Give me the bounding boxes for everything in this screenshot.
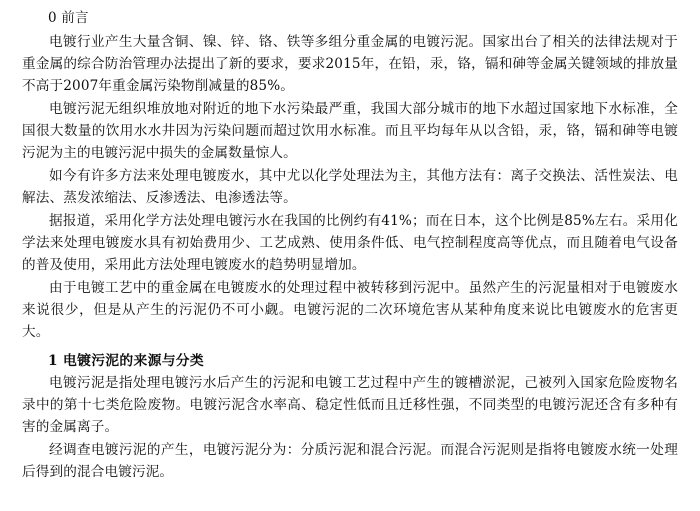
subsection-title: 电镀污泥的来源与分类	[63, 353, 204, 370]
paragraph: 经调查电镀污泥的产生，电镀污泥分为：分质污泥和混合污泥。而混合污泥则是指将电镀废水统一处理后得到的混合电镀污泥。	[22, 442, 678, 481]
paragraph: 由于电镀工艺中的重金属在电镀废水的处理过程中被转移到污泥中。虽然产生的污泥量相对于电镀废水来说很少，但是从产生的污泥仍不可小觑。电镀污泥的二次环境危害从某种角度来说比电镀废水的危害更大。	[22, 280, 678, 341]
paragraph: 据报道，采用化学方法处理电镀污水在我国的比例约有41%；而在日本，这个比例是85%左右。采用化学法来处理电镀废水具有初始费用少、工艺成熟、使用条件低、电气控制程度高等优点，而且随着电气设备的普及使用，采用此方法处理电镀废水的趋势明显增加。	[22, 213, 678, 274]
subsection-number: 1	[48, 353, 58, 370]
section-title: 前言	[61, 10, 89, 26]
section-number: 0	[48, 10, 57, 26]
section-heading	[22, 8, 678, 29]
paragraph: 电镀污泥是指处理电镀污水后产生的污泥和电镀工艺过程中产生的镀槽淤泥，己被列入国家危险废物名录中的第十七类危险废物。电镀污泥含水率高、稳定性低而且迁移性强，不同类型的电镀污泥还含有多种有害的金属离子。	[22, 375, 678, 436]
paragraph: 如今有许多方法来处理电镀废水，其中尤以化学处理法为主，其他方法有：离子交换法、活性炭法、电解法、蒸发浓缩法、反渗透法、电渗透法等。	[22, 168, 678, 207]
subsection-heading	[22, 350, 678, 372]
paragraph: 电镀污泥无组织堆放地对附近的地下水污染最严重，我国大部分城市的地下水超过国家地下水标准，全国很大数量的饮用水水井因为污染问题而超过饮用水标准。而且平均每年从以含铅，汞，铬，镉和砷等电镀污泥为主的电镀污泥中损失的金属数量惊人。	[22, 100, 678, 161]
paragraph: 电镀行业产生大量含铜、镍、锌、铬、铁等多组分重金属的电镀污泥。国家出台了相关的法律法规对于重金属的综合防治管理办法提出了新的要求，要求2015年，在铅，汞，铬，镉和砷等金属关键领域的排放量不高于2007年重金属污染物削减量的85%。	[22, 33, 678, 94]
